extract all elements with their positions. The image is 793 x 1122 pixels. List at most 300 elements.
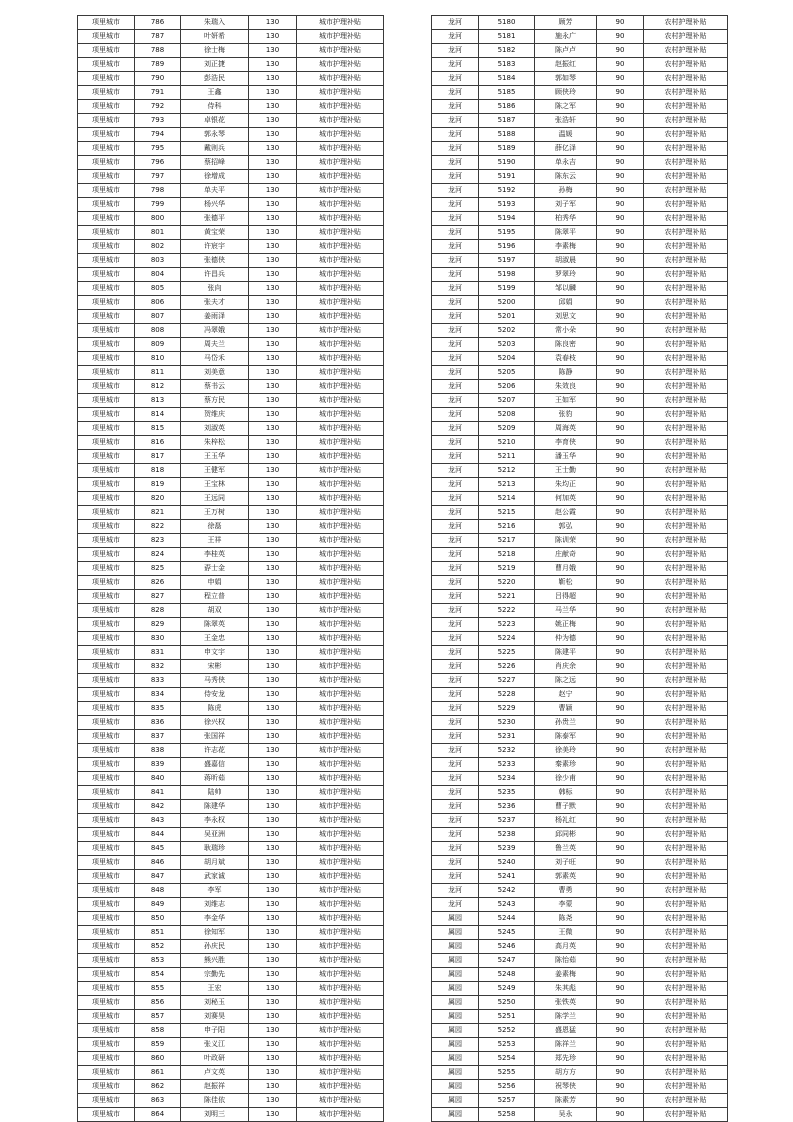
number-cell: 841 <box>135 786 181 800</box>
number-cell: 853 <box>135 954 181 968</box>
amount-cell: 130 <box>249 576 297 590</box>
table-row <box>78 674 384 688</box>
region-cell: 龙河 <box>432 688 479 702</box>
amount-cell: 130 <box>249 352 297 366</box>
subsidy-type-cell: 农村护理补贴 <box>644 576 728 590</box>
amount-cell: 90 <box>597 296 644 310</box>
name-cell: 王远同 <box>181 492 249 506</box>
name-cell: 陈良密 <box>535 338 597 352</box>
subsidy-type-cell: 农村护理补贴 <box>644 954 728 968</box>
amount-cell: 90 <box>597 632 644 646</box>
table-row <box>78 562 384 576</box>
subsidy-type-cell: 城市护理补贴 <box>297 1066 384 1080</box>
amount-cell: 90 <box>597 646 644 660</box>
subsidy-type-cell: 农村护理补贴 <box>644 730 728 744</box>
amount-cell: 130 <box>249 1066 297 1080</box>
region-cell: 龙河 <box>432 198 479 212</box>
amount-cell: 130 <box>249 534 297 548</box>
number-cell: 5227 <box>479 674 535 688</box>
name-cell: 李桂英 <box>181 548 249 562</box>
amount-cell: 130 <box>249 478 297 492</box>
name-cell: 张浩轩 <box>535 114 597 128</box>
region-cell: 项里城市 <box>78 464 135 478</box>
amount-cell: 90 <box>597 394 644 408</box>
subsidy-type-cell: 城市护理补贴 <box>297 198 384 212</box>
table-row <box>78 352 384 366</box>
number-cell: 5184 <box>479 72 535 86</box>
name-cell: 陈虎 <box>181 702 249 716</box>
subsidy-type-cell: 城市护理补贴 <box>297 30 384 44</box>
amount-cell: 90 <box>597 156 644 170</box>
subsidy-type-cell: 农村护理补贴 <box>644 352 728 366</box>
subsidy-type-cell: 农村护理补贴 <box>644 1066 728 1080</box>
amount-cell: 90 <box>597 310 644 324</box>
number-cell: 836 <box>135 716 181 730</box>
name-cell: 蒋昕茹 <box>181 772 249 786</box>
subsidy-type-cell: 农村护理补贴 <box>644 506 728 520</box>
table-row <box>78 548 384 562</box>
number-cell: 848 <box>135 884 181 898</box>
number-cell: 857 <box>135 1010 181 1024</box>
region-cell: 龙河 <box>432 814 479 828</box>
subsidy-type-cell: 农村护理补贴 <box>644 520 728 534</box>
name-cell: 张向 <box>181 282 249 296</box>
number-cell: 5238 <box>479 828 535 842</box>
subsidy-type-cell: 农村护理补贴 <box>644 1024 728 1038</box>
amount-cell: 130 <box>249 86 297 100</box>
subsidy-type-cell: 农村护理补贴 <box>644 562 728 576</box>
region-cell: 龙河 <box>432 898 479 912</box>
number-cell: 815 <box>135 422 181 436</box>
number-cell: 794 <box>135 128 181 142</box>
region-cell: 龙河 <box>432 520 479 534</box>
region-cell: 龙河 <box>432 772 479 786</box>
name-cell: 邹以麟 <box>535 282 597 296</box>
amount-cell: 90 <box>597 16 644 30</box>
name-cell: 许昌兵 <box>181 268 249 282</box>
subsidy-type-cell: 城市护理补贴 <box>297 870 384 884</box>
number-cell: 795 <box>135 142 181 156</box>
number-cell: 819 <box>135 478 181 492</box>
amount-cell: 130 <box>249 646 297 660</box>
number-cell: 5236 <box>479 800 535 814</box>
number-cell: 831 <box>135 646 181 660</box>
number-cell: 818 <box>135 464 181 478</box>
subsidy-type-cell: 城市护理补贴 <box>297 800 384 814</box>
subsidy-type-cell: 城市护理补贴 <box>297 1108 384 1122</box>
number-cell: 5245 <box>479 926 535 940</box>
amount-cell: 130 <box>249 1108 297 1122</box>
region-cell: 项里城市 <box>78 268 135 282</box>
amount-cell: 130 <box>249 520 297 534</box>
amount-cell: 90 <box>597 58 644 72</box>
name-cell: 刘美意 <box>181 366 249 380</box>
region-cell: 项里城市 <box>78 968 135 982</box>
number-cell: 839 <box>135 758 181 772</box>
subsidy-type-cell: 城市护理补贴 <box>297 996 384 1010</box>
table-row <box>432 184 728 198</box>
amount-cell: 130 <box>249 380 297 394</box>
amount-cell: 90 <box>597 1052 644 1066</box>
name-cell: 刘子旺 <box>535 856 597 870</box>
name-cell: 刘正捷 <box>181 58 249 72</box>
region-cell: 项里城市 <box>78 996 135 1010</box>
subsidy-type-cell: 城市护理补贴 <box>297 254 384 268</box>
table-row <box>432 58 728 72</box>
table-row <box>78 128 384 142</box>
number-cell: 5229 <box>479 702 535 716</box>
amount-cell: 90 <box>597 184 644 198</box>
table-row <box>78 688 384 702</box>
name-cell: 张德侠 <box>181 254 249 268</box>
amount-cell: 130 <box>249 156 297 170</box>
number-cell: 5244 <box>479 912 535 926</box>
region-cell: 属园 <box>432 912 479 926</box>
amount-cell: 90 <box>597 170 644 184</box>
name-cell: 施永广 <box>535 30 597 44</box>
name-cell: 宋彬 <box>181 660 249 674</box>
name-cell: 高月英 <box>535 940 597 954</box>
region-cell: 龙河 <box>432 506 479 520</box>
table-row <box>78 408 384 422</box>
number-cell: 806 <box>135 296 181 310</box>
table-row <box>432 646 728 660</box>
table-row <box>432 604 728 618</box>
region-cell: 龙河 <box>432 884 479 898</box>
amount-cell: 90 <box>597 716 644 730</box>
table-row <box>78 926 384 940</box>
table-row <box>432 114 728 128</box>
table-row <box>432 786 728 800</box>
amount-cell: 90 <box>597 142 644 156</box>
number-cell: 852 <box>135 940 181 954</box>
region-cell: 龙河 <box>432 226 479 240</box>
region-cell: 项里城市 <box>78 548 135 562</box>
subsidy-type-cell: 农村护理补贴 <box>644 492 728 506</box>
amount-cell: 90 <box>597 842 644 856</box>
subsidy-type-cell: 城市护理补贴 <box>297 310 384 324</box>
number-cell: 5181 <box>479 30 535 44</box>
number-cell: 5233 <box>479 758 535 772</box>
number-cell: 5180 <box>479 16 535 30</box>
table-row <box>78 646 384 660</box>
region-cell: 项里城市 <box>78 786 135 800</box>
amount-cell: 90 <box>597 590 644 604</box>
amount-cell: 130 <box>249 940 297 954</box>
number-cell: 851 <box>135 926 181 940</box>
name-cell: 曹子默 <box>535 800 597 814</box>
subsidy-type-cell: 农村护理补贴 <box>644 1010 728 1024</box>
table-row <box>78 996 384 1010</box>
number-cell: 822 <box>135 520 181 534</box>
name-cell: 张夫才 <box>181 296 249 310</box>
name-cell: 曹月娥 <box>535 562 597 576</box>
number-cell: 838 <box>135 744 181 758</box>
left-subsidy-table <box>77 15 384 1122</box>
name-cell: 姚正梅 <box>535 618 597 632</box>
region-cell: 项里城市 <box>78 352 135 366</box>
region-cell: 项里城市 <box>78 492 135 506</box>
subsidy-type-cell: 城市护理补贴 <box>297 1024 384 1038</box>
name-cell: 陈建平 <box>535 646 597 660</box>
amount-cell: 130 <box>249 464 297 478</box>
number-cell: 5205 <box>479 366 535 380</box>
amount-cell: 90 <box>597 660 644 674</box>
amount-cell: 130 <box>249 1024 297 1038</box>
table-row <box>78 730 384 744</box>
subsidy-type-cell: 城市护理补贴 <box>297 156 384 170</box>
region-cell: 龙河 <box>432 100 479 114</box>
region-cell: 属园 <box>432 1010 479 1024</box>
subsidy-type-cell: 农村护理补贴 <box>644 1052 728 1066</box>
amount-cell: 130 <box>249 324 297 338</box>
amount-cell: 90 <box>597 1066 644 1080</box>
name-cell: 陈之远 <box>535 674 597 688</box>
name-cell: 孙贵兰 <box>535 716 597 730</box>
table-row <box>432 730 728 744</box>
amount-cell: 130 <box>249 1038 297 1052</box>
name-cell: 曹颖 <box>535 702 597 716</box>
subsidy-type-cell: 城市护理补贴 <box>297 716 384 730</box>
region-cell: 项里城市 <box>78 282 135 296</box>
name-cell: 黄宝荣 <box>181 226 249 240</box>
name-cell: 张铁英 <box>535 996 597 1010</box>
table-row <box>78 198 384 212</box>
subsidy-type-cell: 城市护理补贴 <box>297 702 384 716</box>
number-cell: 800 <box>135 212 181 226</box>
subsidy-type-cell: 农村护理补贴 <box>644 1108 728 1122</box>
amount-cell: 130 <box>249 338 297 352</box>
region-cell: 龙河 <box>432 212 479 226</box>
region-cell: 龙河 <box>432 618 479 632</box>
amount-cell: 130 <box>249 436 297 450</box>
region-cell: 龙河 <box>432 254 479 268</box>
name-cell: 侍科 <box>181 100 249 114</box>
number-cell: 864 <box>135 1108 181 1122</box>
subsidy-type-cell: 城市护理补贴 <box>297 100 384 114</box>
region-cell: 龙河 <box>432 296 479 310</box>
amount-cell: 130 <box>249 16 297 30</box>
table-row <box>78 590 384 604</box>
subsidy-type-cell: 城市护理补贴 <box>297 58 384 72</box>
region-cell: 项里城市 <box>78 632 135 646</box>
number-cell: 5213 <box>479 478 535 492</box>
number-cell: 837 <box>135 730 181 744</box>
number-cell: 797 <box>135 170 181 184</box>
subsidy-type-cell: 农村护理补贴 <box>644 926 728 940</box>
number-cell: 5250 <box>479 996 535 1010</box>
number-cell: 810 <box>135 352 181 366</box>
region-cell: 龙河 <box>432 842 479 856</box>
region-cell: 项里城市 <box>78 16 135 30</box>
table-row <box>432 338 728 352</box>
region-cell: 项里城市 <box>78 198 135 212</box>
table-row <box>432 688 728 702</box>
table-row <box>78 464 384 478</box>
amount-cell: 130 <box>249 604 297 618</box>
subsidy-type-cell: 农村护理补贴 <box>644 702 728 716</box>
amount-cell: 90 <box>597 100 644 114</box>
amount-cell: 130 <box>249 716 297 730</box>
amount-cell: 90 <box>597 226 644 240</box>
number-cell: 813 <box>135 394 181 408</box>
number-cell: 789 <box>135 58 181 72</box>
subsidy-type-cell: 城市护理补贴 <box>297 86 384 100</box>
number-cell: 5215 <box>479 506 535 520</box>
number-cell: 827 <box>135 590 181 604</box>
table-row <box>432 394 728 408</box>
number-cell: 5187 <box>479 114 535 128</box>
number-cell: 5183 <box>479 58 535 72</box>
number-cell: 5254 <box>479 1052 535 1066</box>
name-cell: 陈素芳 <box>535 1094 597 1108</box>
name-cell: 陈建华 <box>181 800 249 814</box>
number-cell: 5249 <box>479 982 535 996</box>
subsidy-type-cell: 农村护理补贴 <box>644 996 728 1010</box>
subsidy-type-cell: 城市护理补贴 <box>297 730 384 744</box>
name-cell: 许宸宇 <box>181 240 249 254</box>
table-row <box>432 576 728 590</box>
amount-cell: 90 <box>597 548 644 562</box>
number-cell: 5257 <box>479 1094 535 1108</box>
table-row <box>432 674 728 688</box>
amount-cell: 90 <box>597 996 644 1010</box>
table-row <box>78 296 384 310</box>
number-cell: 5228 <box>479 688 535 702</box>
subsidy-type-cell: 农村护理补贴 <box>644 282 728 296</box>
table-row <box>78 44 384 58</box>
table-row <box>78 912 384 926</box>
number-cell: 816 <box>135 436 181 450</box>
number-cell: 858 <box>135 1024 181 1038</box>
region-cell: 项里城市 <box>78 1108 135 1122</box>
region-cell: 龙河 <box>432 86 479 100</box>
region-cell: 项里城市 <box>78 44 135 58</box>
region-cell: 项里城市 <box>78 86 135 100</box>
number-cell: 833 <box>135 674 181 688</box>
left-table-body <box>78 16 384 1122</box>
number-cell: 5253 <box>479 1038 535 1052</box>
amount-cell: 130 <box>249 870 297 884</box>
amount-cell: 90 <box>597 1010 644 1024</box>
region-cell: 项里城市 <box>78 226 135 240</box>
name-cell: 祝琴侠 <box>535 1080 597 1094</box>
number-cell: 5207 <box>479 394 535 408</box>
region-cell: 项里城市 <box>78 506 135 520</box>
table-row <box>432 968 728 982</box>
name-cell: 卓银花 <box>181 114 249 128</box>
number-cell: 849 <box>135 898 181 912</box>
region-cell: 龙河 <box>432 660 479 674</box>
name-cell: 陈翠平 <box>535 226 597 240</box>
region-cell: 项里城市 <box>78 170 135 184</box>
subsidy-type-cell: 农村护理补贴 <box>644 618 728 632</box>
amount-cell: 130 <box>249 506 297 520</box>
region-cell: 项里城市 <box>78 898 135 912</box>
region-cell: 项里城市 <box>78 1094 135 1108</box>
table-row <box>432 366 728 380</box>
number-cell: 788 <box>135 44 181 58</box>
name-cell: 王宏 <box>181 982 249 996</box>
amount-cell: 90 <box>597 954 644 968</box>
table-row <box>432 450 728 464</box>
number-cell: 5232 <box>479 744 535 758</box>
region-cell: 项里城市 <box>78 772 135 786</box>
number-cell: 5225 <box>479 646 535 660</box>
region-cell: 龙河 <box>432 576 479 590</box>
region-cell: 龙河 <box>432 856 479 870</box>
name-cell: 顾芳 <box>535 16 597 30</box>
subsidy-type-cell: 农村护理补贴 <box>644 212 728 226</box>
region-cell: 龙河 <box>432 562 479 576</box>
name-cell: 申子阳 <box>181 1024 249 1038</box>
number-cell: 5199 <box>479 282 535 296</box>
amount-cell: 130 <box>249 492 297 506</box>
region-cell: 项里城市 <box>78 520 135 534</box>
region-cell: 龙河 <box>432 646 479 660</box>
table-row <box>78 170 384 184</box>
region-cell: 龙河 <box>432 394 479 408</box>
subsidy-type-cell: 农村护理补贴 <box>644 436 728 450</box>
subsidy-type-cell: 城市护理补贴 <box>297 912 384 926</box>
table-row <box>432 590 728 604</box>
table-row <box>432 744 728 758</box>
name-cell: 鲁兰英 <box>535 842 597 856</box>
table-row <box>432 324 728 338</box>
subsidy-type-cell: 城市护理补贴 <box>297 436 384 450</box>
number-cell: 5255 <box>479 1066 535 1080</box>
subsidy-type-cell: 农村护理补贴 <box>644 758 728 772</box>
number-cell: 5208 <box>479 408 535 422</box>
region-cell: 项里城市 <box>78 296 135 310</box>
region-cell: 项里城市 <box>78 800 135 814</box>
table-row <box>432 954 728 968</box>
name-cell: 杨礼红 <box>535 814 597 828</box>
table-row <box>432 716 728 730</box>
amount-cell: 130 <box>249 814 297 828</box>
name-cell: 郭永琴 <box>181 128 249 142</box>
name-cell: 肖庆余 <box>535 660 597 674</box>
name-cell: 盛嘉信 <box>181 758 249 772</box>
name-cell: 耿瑞珍 <box>181 842 249 856</box>
table-row <box>78 702 384 716</box>
number-cell: 5241 <box>479 870 535 884</box>
table-row <box>78 716 384 730</box>
table-row <box>78 982 384 996</box>
amount-cell: 130 <box>249 1094 297 1108</box>
number-cell: 5195 <box>479 226 535 240</box>
table-row <box>78 744 384 758</box>
amount-cell: 90 <box>597 86 644 100</box>
table-row <box>432 884 728 898</box>
subsidy-type-cell: 城市护理补贴 <box>297 72 384 86</box>
name-cell: 郭弘 <box>535 520 597 534</box>
table-row <box>78 1024 384 1038</box>
name-cell: 胡月斌 <box>181 856 249 870</box>
region-cell: 项里城市 <box>78 324 135 338</box>
region-cell: 龙河 <box>432 464 479 478</box>
name-cell: 刘淑英 <box>181 422 249 436</box>
region-cell: 项里城市 <box>78 380 135 394</box>
number-cell: 811 <box>135 366 181 380</box>
region-cell: 项里城市 <box>78 100 135 114</box>
region-cell: 龙河 <box>432 730 479 744</box>
region-cell: 项里城市 <box>78 590 135 604</box>
number-cell: 808 <box>135 324 181 338</box>
name-cell: 陈怡茹 <box>535 954 597 968</box>
number-cell: 5193 <box>479 198 535 212</box>
amount-cell: 90 <box>597 758 644 772</box>
